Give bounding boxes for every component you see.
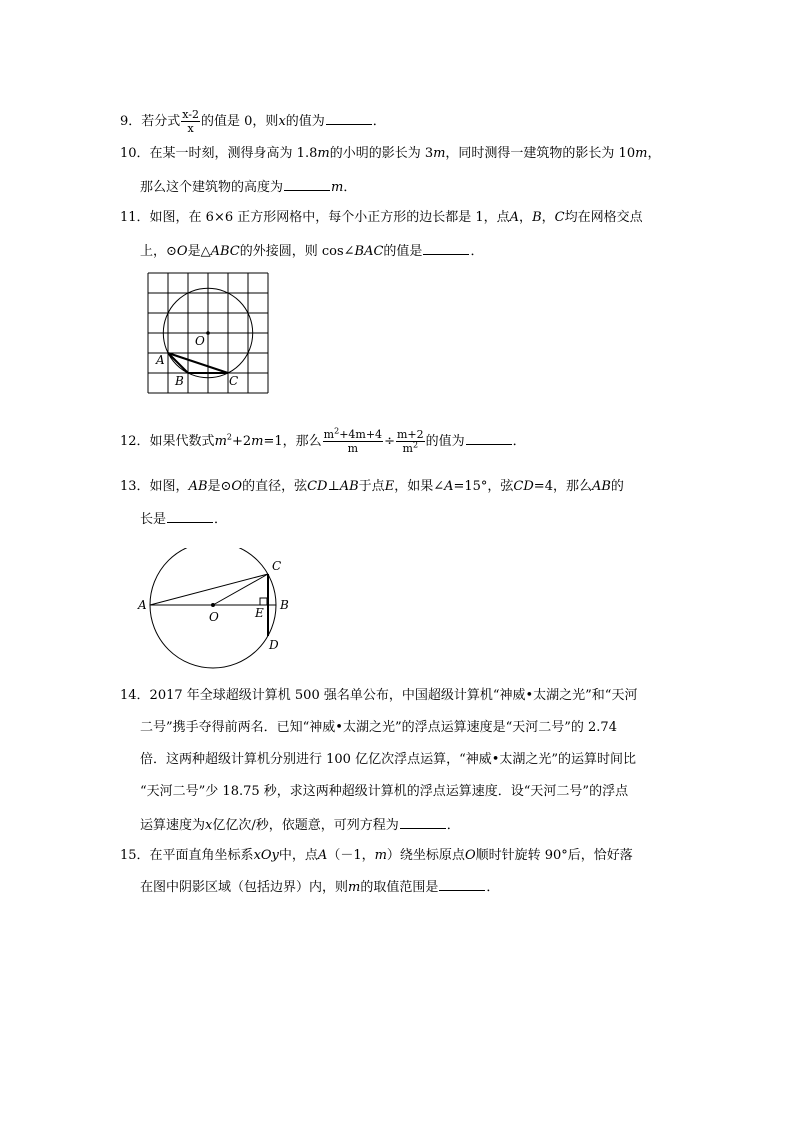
question-10-line-2: 那么这个建筑物的高度为 m． [140, 180, 357, 195]
answer-blank [400, 816, 446, 829]
label-B: B [175, 374, 184, 388]
answer-blank [167, 510, 213, 523]
label-C: C [272, 559, 282, 573]
label-C: C [229, 374, 239, 388]
question-14-line-2: 二号”携手夺得前两名．已知“神威•太湖之光”的浮点运算速度是“天河二号”的 2.74 [140, 720, 617, 735]
fraction: $\frac{x-2}{x}$ [182, 108, 200, 135]
question-11-line-1: 11．如图，在 6×6 正方形网格中，每个小正方形的边长都是 1，点A，B，C均在网格交点 [120, 210, 643, 225]
question-13-line-2: 长是 ． [140, 512, 228, 527]
fraction-1: $\frac{m^2+4m+4}{m}$ [323, 426, 383, 455]
answer-blank [284, 178, 330, 191]
label-A: A [138, 598, 147, 612]
circle-chord-figure [130, 548, 290, 678]
question-15-line-1: 15．在平面直角坐标系xOy中，点A（－1，m）绕坐标原点O顺时针旋转 90°后，恰好落 [120, 848, 633, 863]
label-B: B [280, 598, 289, 612]
question-12: 12．如果代数式$m^2+2m=1$，那么 $\frac{m^2+4m+4}{m}$ ÷ $\frac{m+2}{m^2}$ 的值为 ． [120, 426, 526, 455]
grid-circle-figure [140, 265, 280, 395]
question-14-line-3: 倍．这两种超级计算机分别进行 100 亿亿次浮点运算，“神威•太湖之光”的运算时间比 [140, 752, 637, 767]
label-D: D [269, 638, 279, 652]
answer-blank [466, 432, 512, 445]
question-15-line-2: 在图中阴影区域（包括边界）内，则m的取值范围是 ． [140, 880, 500, 895]
question-10-line-1: 10．在某一时刻，测得身高为 1.8m的小明的影长为 3m，同时测得一建筑物的影长为 10m， [120, 146, 661, 161]
label-A: A [156, 353, 165, 367]
answer-blank [439, 878, 485, 891]
label-E: E [255, 606, 264, 620]
answer-blank [326, 112, 372, 125]
label-O: O [195, 334, 205, 348]
question-14-line-5: 运算速度为x亿亿次/秒，依题意，可列方程为 ． [140, 818, 460, 833]
answer-blank [423, 242, 469, 255]
question-14-line-4: “天河二号”少 18.75 秒，求这两种超级计算机的浮点运算速度．设“天河二号”的浮点 [140, 784, 629, 799]
question-11-line-2: 上，⊙O是△ABC的外接圆，则 cos∠BAC的值是 ． [140, 244, 484, 259]
fraction-2: $\frac{m+2}{m^2}$ [396, 428, 424, 455]
question-9: 9．若分式 $\frac{x-2}{x}$ 的值是 0，则x的值为 ． [120, 108, 386, 135]
question-13-line-1: 13．如图，AB是⊙O的直径，弦CD⊥AB于点E，如果∠A=15°，弦CD=4，那么AB的 [120, 479, 624, 494]
question-14-line-1: 14．2017 年全球超级计算机 500 强名单公布，中国超级计算机“神威•太湖之光”和“天河 [120, 688, 638, 703]
label-O: O [209, 610, 219, 624]
